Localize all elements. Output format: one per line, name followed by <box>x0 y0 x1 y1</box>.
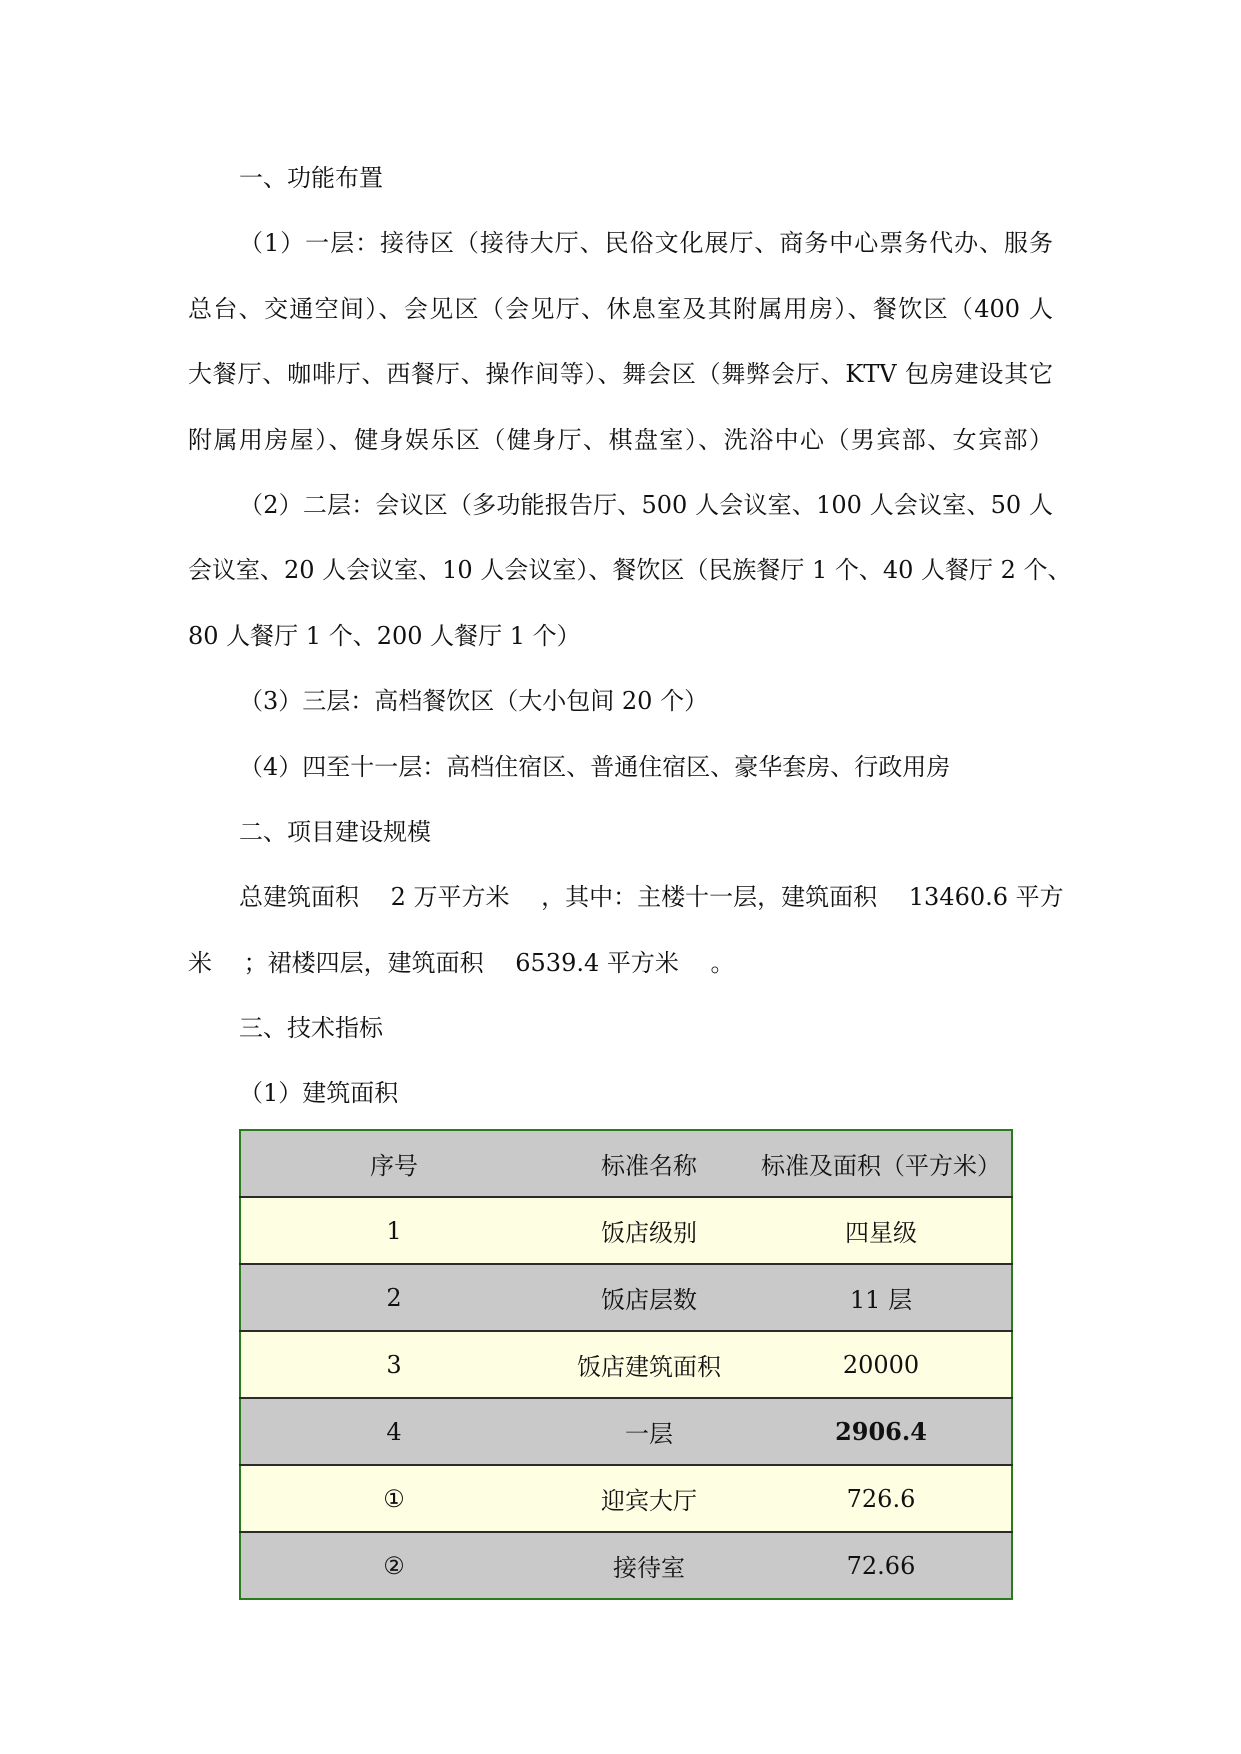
building-area-table <box>239 1129 1009 1600</box>
cell-serial-number: ① <box>240 1465 547 1532</box>
cell-standard-area: 2906.4 <box>751 1398 1012 1465</box>
cell-serial-number: 2 <box>240 1264 547 1331</box>
cell-serial-number: 3 <box>240 1331 547 1398</box>
cell-standard-name: 迎宾大厅 <box>547 1465 751 1532</box>
cell-standard-name: 饭店建筑面积 <box>547 1331 751 1398</box>
paragraph-floor-2-line: 会议室、20 人会议室、10 人会议室）、餐饮区（民族餐厅 1 个、40 人餐厅 2 个、 <box>188 556 1072 585</box>
cell-serial-number: ② <box>240 1532 547 1599</box>
header-standard-area: 标准及面积（平方米） <box>751 1130 1012 1197</box>
table-header-row <box>240 1130 1012 1197</box>
paragraph-floor-1-line: （1）一层：接待区（接待大厅、民俗文化展厅、商务中心票务代办、服务 <box>239 229 1053 258</box>
table-row <box>240 1264 1012 1331</box>
table-row <box>240 1532 1012 1599</box>
cell-serial-number: 1 <box>240 1197 547 1264</box>
cell-standard-area: 72.66 <box>751 1532 1012 1599</box>
section-heading-technical-indicators: 三、技术指标 <box>239 1014 383 1043</box>
paragraph-floor-1-line: 总台、交通空间）、会见区（会见厅、休息室及其附属用房）、餐饮区（400 人 <box>188 294 1053 323</box>
section-heading-construction-scale: 二、项目建设规模 <box>239 817 431 846</box>
paragraph-construction-scale-line: 总建筑面积 2 万平方米 ，其中：主楼十一层，建筑面积 13460.6 平方 <box>239 883 1064 912</box>
cell-standard-area: 11 层 <box>751 1264 1012 1331</box>
cell-serial-number: 4 <box>240 1398 547 1465</box>
header-serial-number: 序号 <box>240 1130 547 1197</box>
paragraph-floor-2-line: （2）二层：会议区（多功能报告厅、500 人会议室、100 人会议室、50 人 <box>239 490 1053 519</box>
paragraph-floor-1-line: 大餐厅、咖啡厅、西餐厅、操作间等）、舞会区（舞弊会厅、KTV 包房建设其它 <box>188 360 1053 389</box>
cell-standard-name: 一层 <box>547 1398 751 1465</box>
table-row <box>240 1398 1012 1465</box>
table-row <box>240 1465 1012 1532</box>
document-body <box>188 158 1072 1139</box>
cell-standard-name: 饭店层数 <box>547 1264 751 1331</box>
paragraph-floor-3: （3）三层：高档餐饮区（大小包间 20 个） <box>239 687 709 716</box>
table-row <box>240 1331 1012 1398</box>
paragraph-floor-4-11: （4）四至十一层：高档住宿区、普通住宿区、豪华套房、行政用房 <box>239 752 951 781</box>
paragraph-floor-1-line: 附属用房屋）、健身娱乐区（健身厅、棋盘室）、洗浴中心（男宾部、女宾部） <box>188 425 1053 454</box>
cell-standard-name: 饭店级别 <box>547 1197 751 1264</box>
paragraph-construction-scale-line: 米 ；裙楼四层，建筑面积 6539.4 平方米 。 <box>188 948 735 977</box>
table-row <box>240 1197 1012 1264</box>
cell-standard-area: 20000 <box>751 1331 1012 1398</box>
cell-standard-area: 四星级 <box>751 1197 1012 1264</box>
section-heading-function-layout: 一、功能布置 <box>239 164 383 192</box>
paragraph-floor-2-line: 80 人餐厅 1 个、200 人餐厅 1 个） <box>188 621 581 650</box>
subheading-building-area: （1）建筑面积 <box>239 1079 399 1108</box>
cell-standard-name: 接待室 <box>547 1532 751 1599</box>
cell-standard-area: 726.6 <box>751 1465 1012 1532</box>
header-standard-name: 标准名称 <box>547 1130 751 1197</box>
